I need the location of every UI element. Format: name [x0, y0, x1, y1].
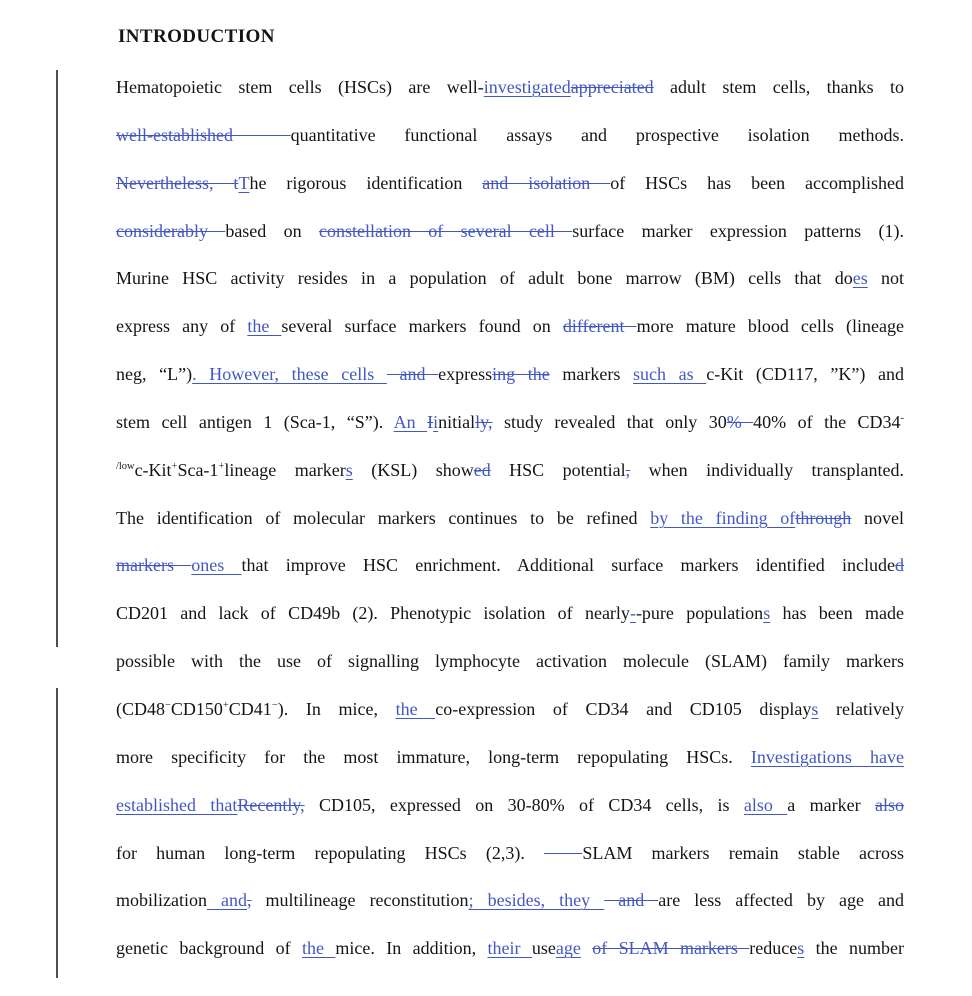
paragraph-line — [116, 160, 904, 208]
inserted-text: T — [238, 172, 250, 193]
text-run: quantitative functional assays and prospective isolation methods. — [290, 124, 904, 145]
text-run-superscript: + — [218, 460, 225, 472]
text-run: c-Kit — [134, 459, 172, 480]
deleted-text: ly, — [475, 411, 493, 432]
deleted-text: also — [875, 794, 904, 815]
text-run: nitial — [438, 411, 476, 432]
section-heading: INTRODUCTION — [118, 26, 275, 47]
paragraph-line — [116, 399, 904, 447]
text-run: he rigorous identification — [249, 172, 483, 193]
inserted-text: s — [345, 459, 353, 480]
text-run: markers — [549, 364, 633, 385]
text-run: not — [867, 268, 904, 289]
text-run: use — [531, 938, 556, 959]
text-run: c-Kit (CD117, ”K”) and — [706, 364, 904, 385]
inserted-text: also — [743, 794, 788, 815]
text-run: (KSL) show — [352, 459, 474, 480]
revision-change-bar — [56, 70, 58, 647]
text-run-superscript: + — [171, 460, 178, 472]
paragraph-line — [116, 447, 904, 495]
text-run: relatively — [818, 698, 905, 719]
deleted-text: , — [625, 459, 631, 480]
text-run: that improve HSC enrichment. Additional surface markers identified include — [241, 555, 895, 576]
inserted-text: age — [555, 938, 581, 959]
inserted-text: Investigations have — [750, 746, 904, 767]
text-run: for human long-term repopulating HSCs (2,3). — [116, 842, 544, 863]
inserted-text: . However, these cells — [192, 364, 387, 385]
text-run-superscript: + — [222, 699, 229, 711]
paragraph-line — [116, 112, 904, 160]
text-run-superscript: /low — [116, 460, 135, 472]
paragraph-line — [116, 351, 904, 399]
text-run: lineage marker — [224, 459, 346, 480]
text-run: multilineage reconstitution — [251, 890, 469, 911]
text-run: neg, “L”) — [116, 364, 193, 385]
paragraph-line — [116, 925, 904, 973]
paragraph-line — [116, 638, 904, 686]
text-run: of HSCs has been accomplished — [610, 172, 905, 193]
deleted-text: and isolation — [482, 172, 611, 193]
deleted-text: ed — [473, 459, 491, 480]
text-run: co-expression of CD34 and CD105 display — [435, 698, 812, 719]
inserted-text: and — [206, 890, 248, 911]
text-run: CD201 and lack of CD49b (2). Phenotypic isolation of nearly — [116, 603, 630, 624]
text-run: stem cell antigen 1 (Sca-1, “S”). — [116, 411, 394, 432]
text-run: CD105, expressed on 30-80% of CD34 cells, is — [304, 794, 744, 815]
text-run: 40% of the CD34 — [753, 411, 901, 432]
text-run: based on — [225, 220, 319, 241]
paragraph-line — [116, 208, 904, 256]
text-run: (CD48 — [116, 698, 165, 719]
text-run: surface marker expression patterns (1). — [572, 220, 905, 241]
deleted-text: through — [795, 507, 852, 528]
text-run: a marker — [787, 794, 875, 815]
deleted-text: of SLAM markers — [592, 938, 750, 959]
paragraph-line — [116, 734, 904, 782]
paragraph-line — [116, 255, 904, 303]
text-run: when individually transplanted. — [630, 459, 905, 480]
inserted-text: An — [393, 411, 428, 432]
inserted-text: s — [763, 603, 771, 624]
deleted-text: d — [895, 555, 904, 576]
deleted-text: different — [562, 316, 637, 337]
paragraph-line — [116, 495, 904, 543]
inserted-text: investigated — [483, 77, 571, 97]
inserted-text: such as — [633, 364, 707, 385]
text-run: express — [438, 364, 493, 385]
text-run: HSC potential — [490, 459, 626, 480]
text-run: Hematopoietic stem cells (HSCs) are well- — [116, 77, 484, 97]
paragraph-line — [116, 590, 904, 638]
paragraph-line — [116, 542, 904, 590]
text-run: the number — [804, 938, 904, 959]
text-run: more specificity for the most immature, long-term repopulating HSCs. — [116, 746, 751, 767]
paragraph — [116, 64, 904, 973]
deleted-text: I — [427, 411, 434, 432]
deleted-text: and — [604, 890, 659, 911]
deleted-text — [544, 843, 582, 863]
inserted-text: - — [629, 603, 636, 624]
paragraph-line — [116, 303, 904, 351]
text-run: possible with the use of signalling lymphocyte activation molecule (SLAM) family markers — [116, 651, 904, 672]
text-run: express any of — [116, 316, 248, 337]
inserted-text: s — [811, 698, 819, 719]
text-run-superscript: - — [900, 412, 905, 424]
inserted-text: established that — [116, 794, 238, 815]
inserted-text: ; besides, they — [468, 890, 605, 911]
inserted-text: the — [247, 316, 282, 337]
deleted-text: well-established — [116, 124, 291, 145]
inserted-text: ones — [191, 555, 242, 576]
text-run: several surface markers found on — [281, 316, 563, 337]
text-run: are less affected by age and — [658, 890, 905, 911]
paragraph-line — [116, 782, 904, 830]
text-run: genetic background of — [116, 938, 303, 959]
inserted-text: es — [852, 268, 868, 289]
text-run: ). In mice, — [277, 698, 396, 719]
text-run: study revealed that only 30 — [492, 411, 727, 432]
text-run: Murine HSC activity resides in a population of adult bone marrow (BM) cells that do — [116, 268, 853, 289]
text-run: adult stem cells, thanks to — [653, 77, 904, 97]
text-run-superscript: − — [271, 699, 278, 711]
text-run — [581, 938, 592, 958]
inserted-text: the — [395, 698, 436, 719]
text-run: CD150 — [170, 698, 223, 719]
text-run: novel — [851, 507, 905, 528]
deleted-text: and — [386, 364, 439, 385]
text-run: -pure population — [635, 603, 764, 624]
text-run: SLAM markers remain stable across — [582, 842, 904, 863]
inserted-text: the — [302, 938, 336, 959]
text-run: CD41 — [228, 698, 272, 719]
inserted-text: their — [487, 938, 532, 959]
paragraph-line — [116, 686, 904, 734]
inserted-text: i — [433, 411, 439, 432]
paragraph-line — [116, 830, 904, 878]
deleted-text: considerably — [116, 220, 226, 241]
deleted-text: % — [726, 411, 754, 432]
text-run: mobilization — [116, 890, 207, 911]
text-run: has been made — [770, 603, 904, 624]
deleted-text: constellation of several cell — [318, 220, 573, 241]
paragraph-line — [116, 64, 904, 112]
text-run: mice. In addition, — [335, 938, 488, 959]
revision-change-bar — [56, 688, 58, 978]
deleted-text: Nevertheless, t — [116, 172, 239, 193]
deleted-text: markers — [116, 555, 192, 576]
text-run: Sca-1 — [177, 459, 219, 480]
deleted-text: ing the — [492, 364, 550, 385]
deleted-text: appreciated — [570, 77, 654, 97]
text-run: more mature blood cells (lineage — [636, 316, 904, 337]
deleted-text: , — [247, 890, 252, 911]
text-run: reduce — [749, 938, 798, 959]
inserted-text: s — [797, 938, 805, 959]
text-run-superscript: − — [165, 699, 171, 711]
paragraph-line — [116, 877, 904, 925]
deleted-text: Recently, — [237, 794, 305, 815]
inserted-text: by the finding of — [650, 507, 796, 528]
text-run: The identification of molecular markers continues to be refined — [116, 507, 651, 528]
